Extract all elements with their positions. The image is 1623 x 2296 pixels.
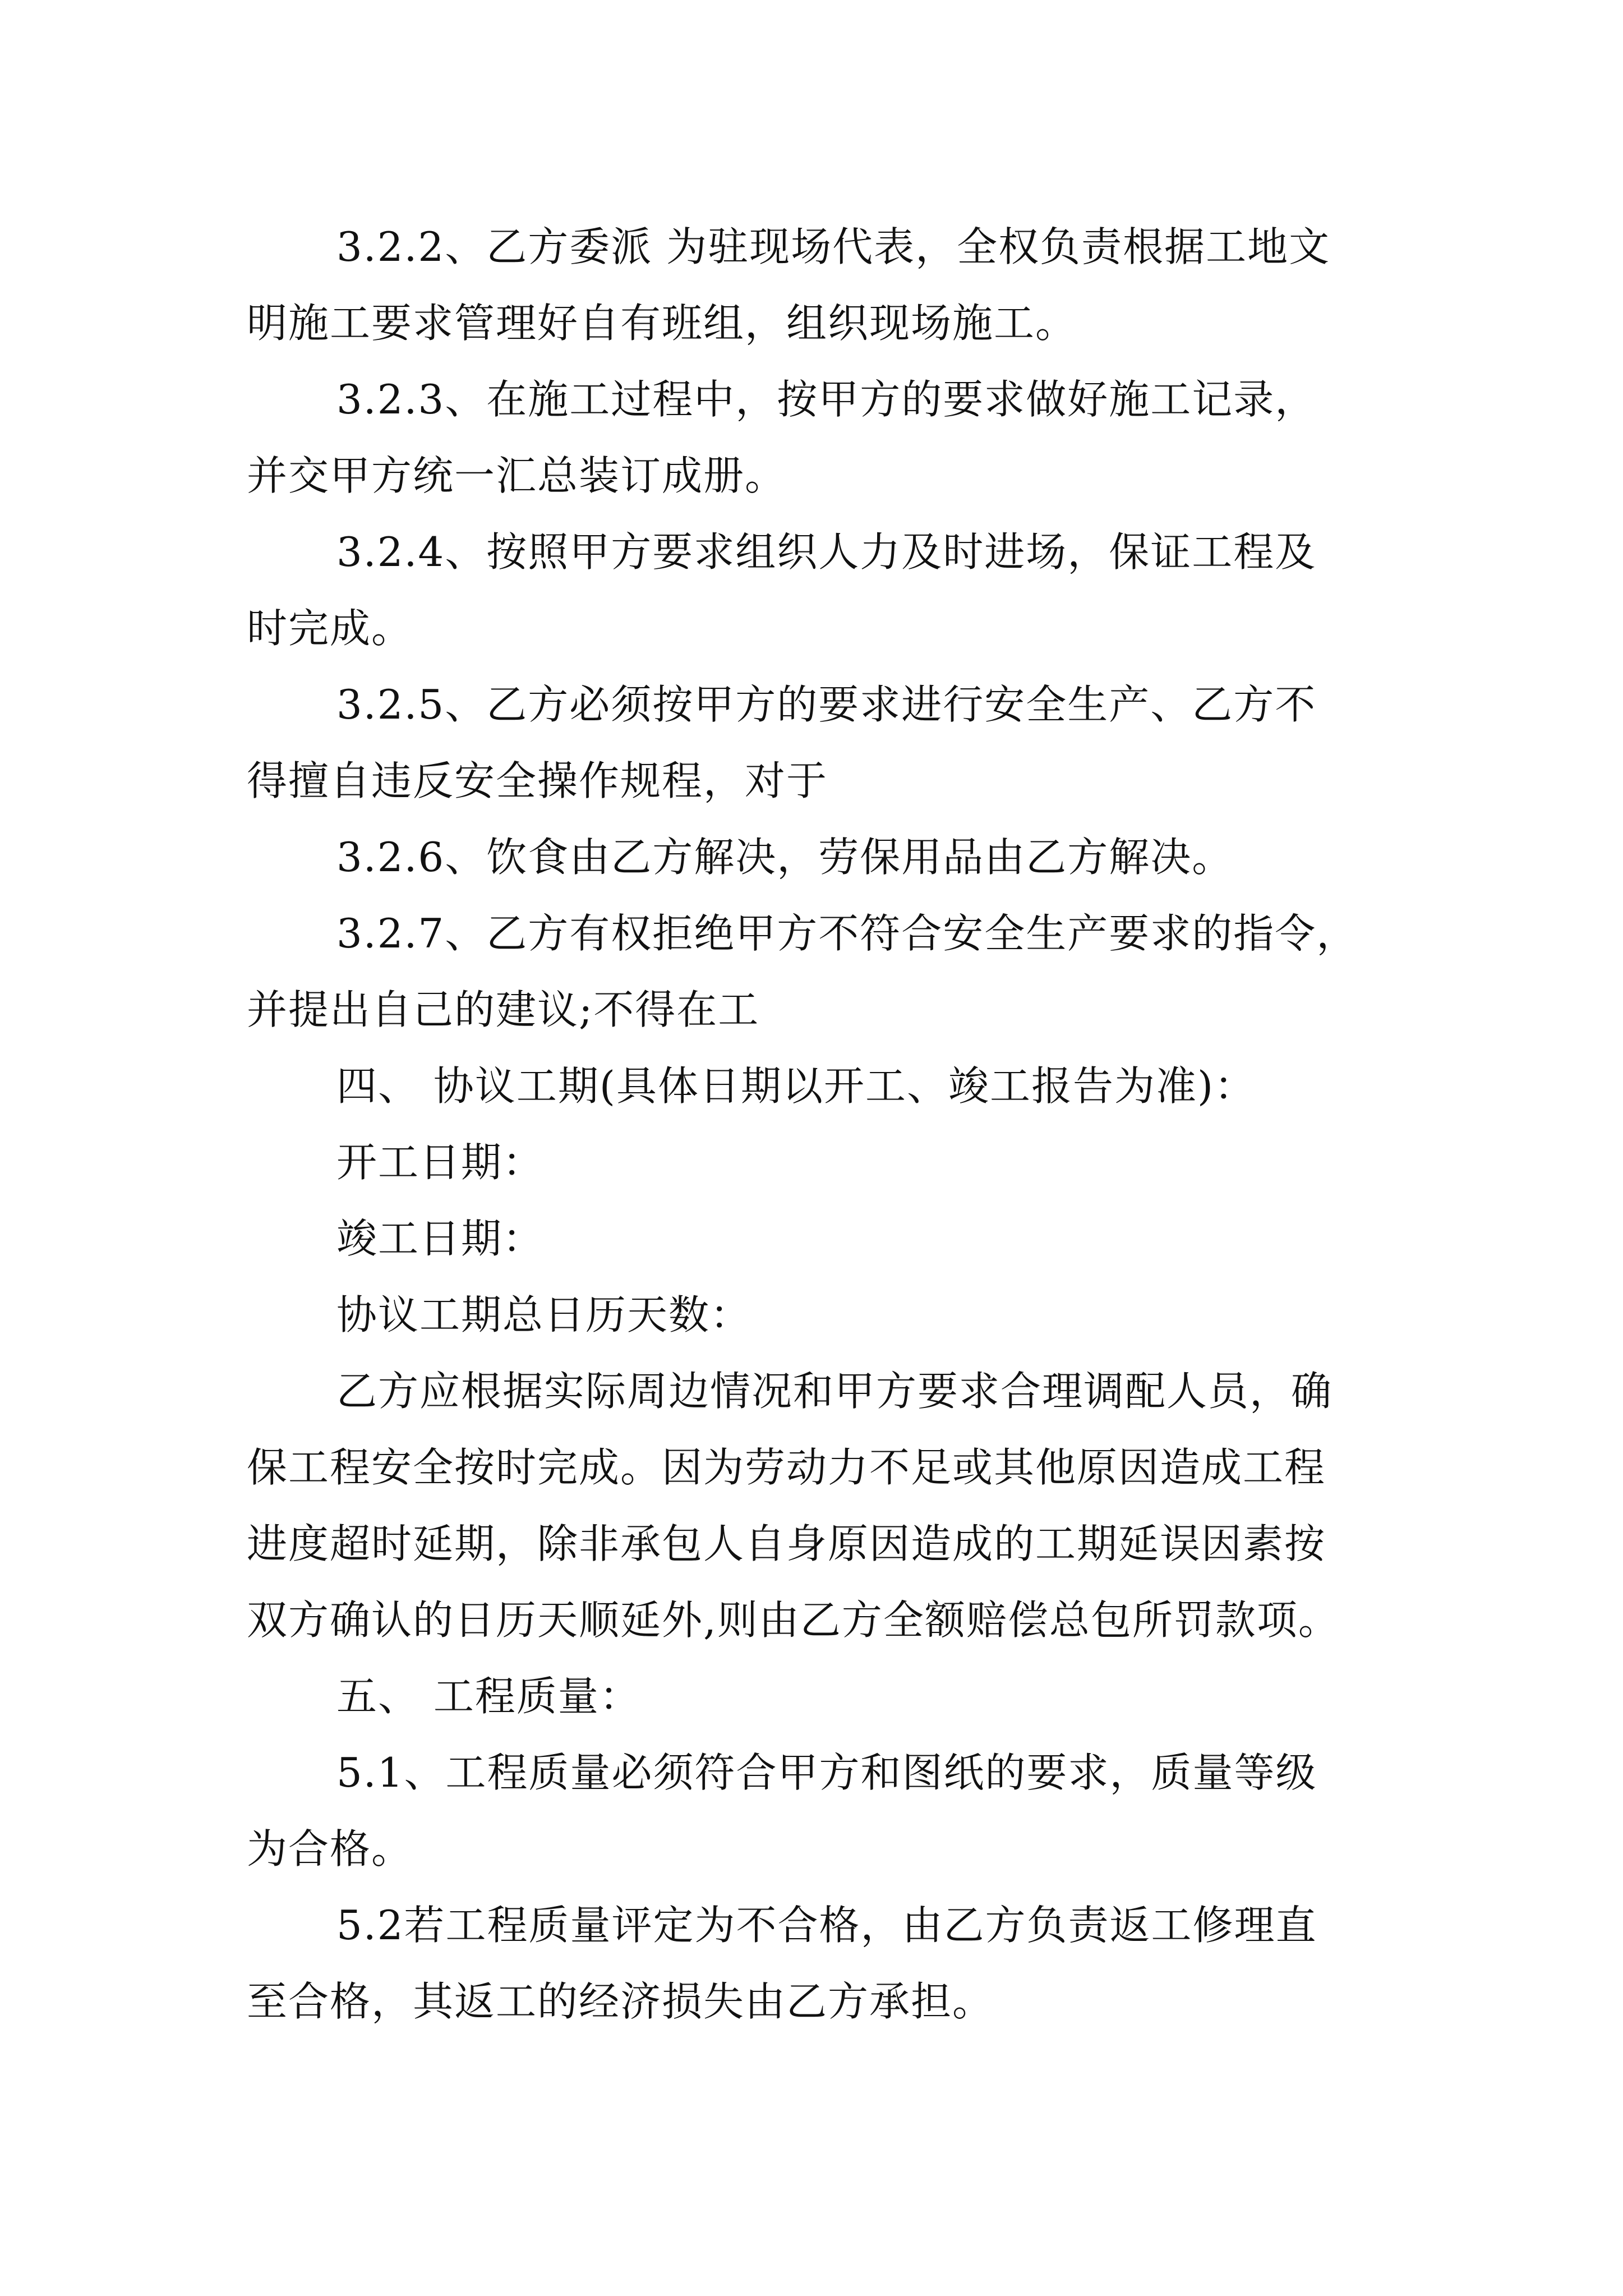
text-line-11: 并提出自己的建议;不得在工 <box>247 986 760 1033</box>
text-line-9: 3.2.6、饮食由乙方解决，劳保用品由乙方解决。 <box>336 834 1234 881</box>
document-page <box>247 209 1385 2040</box>
text-line-19: 双方确认的日历天顺延外,则由乙方全额赔偿总包所罚款项。 <box>247 1596 1340 1644</box>
text-line-10: 3.2.7、乙方有权拒绝甲方不符合安全生产要求的指令， <box>336 910 1358 957</box>
text-line-4: 并交甲方统一汇总装订成册。 <box>247 452 787 499</box>
text-line-23: 5.2若工程质量评定为不合格，由乙方负责返工修理直 <box>336 1902 1317 1949</box>
start-date-label: 开工日期： <box>336 1139 545 1186</box>
text-line-5: 3.2.4、按照甲方要求组织人力及时进场，保证工程及 <box>336 528 1317 576</box>
text-line-7: 3.2.5、乙方必须按甲方的要求进行安全生产、乙方不 <box>336 681 1317 728</box>
text-line-1: 3.2.2、乙方委派 为驻现场代表，全权负责根据工地文 <box>336 223 1331 270</box>
text-line-2: 明施工要求管理好自有班组，组织现场施工。 <box>247 300 1077 347</box>
text-line-21: 5.1、工程质量必须符合甲方和图纸的要求，质量等级 <box>336 1749 1317 1796</box>
text-line-24: 至合格，其返工的经济损失由乙方承担。 <box>247 1978 994 2025</box>
section-heading-5: 五、 工程质量： <box>336 1673 641 1720</box>
text-line-16: 乙方应根据实际周边情况和甲方要求合理调配人员，确 <box>336 1368 1333 1415</box>
text-line-22: 为合格。 <box>247 1825 413 1872</box>
text-line-18: 进度超时延期，除非承包人自身原因造成的工期延误因素按 <box>247 1520 1326 1567</box>
text-line-17: 保工程安全按时完成。因为劳动力不足或其他原因造成工程 <box>247 1444 1326 1491</box>
text-line-3: 3.2.3、在施工过程中，按甲方的要求做好施工记录， <box>336 376 1317 423</box>
section-heading-4: 四、 协议工期(具体日期以开工、竣工报告为准)： <box>336 1062 1256 1110</box>
text-line-6: 时完成。 <box>247 605 413 652</box>
text-line-8: 得擅自违反安全操作规程，对于 <box>247 757 828 804</box>
total-days-label: 协议工期总日历天数： <box>336 1291 752 1338</box>
completion-date-label: 竣工日期： <box>336 1215 545 1262</box>
